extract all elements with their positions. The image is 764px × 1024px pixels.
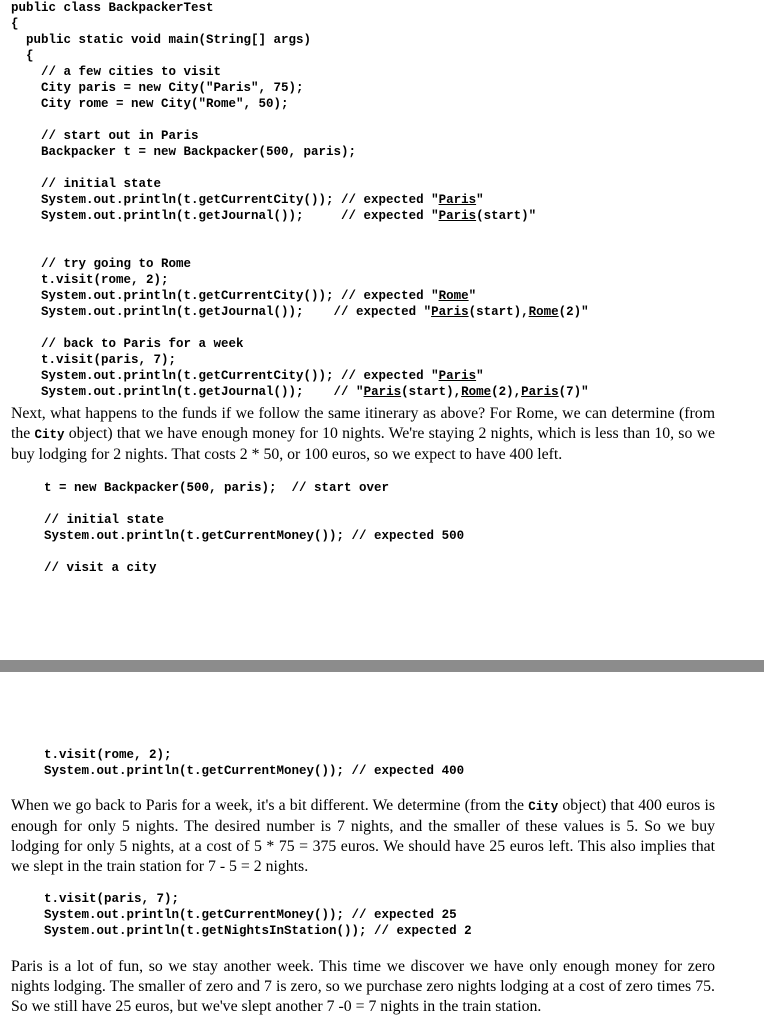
code-line: // start out in Paris — [11, 129, 199, 143]
code-line: t.visit(rome, 2); — [44, 748, 172, 762]
code-line: System.out.println(t.getCurrentMoney()); // expected 500 — [44, 529, 465, 543]
page-divider — [0, 660, 764, 672]
code-block-visit-paris — [44, 891, 472, 939]
code-line: System.out.println(t.getCurrentCity()); // expected "Paris" — [11, 369, 484, 383]
code-line: City rome = new City("Rome", 50); — [11, 97, 289, 111]
code-line: System.out.println(t.getCurrentMoney()); // expected 400 — [44, 764, 465, 778]
paragraph-paris-week: When we go back to Paris for a week, it's a bit different. We determine (from the City object) that 400 euros is enough for only 5 nights. The desired number is 7 nights, and the smaller of these values is 5. So we buy lodging for only 5 nights, at a cost of 5 * 75 = 375 euros. We should have 25 euros left. This also implies that we slept in the train station for 7 - 5 = 2 nights. — [11, 797, 715, 875]
code-block-backpacker-test — [11, 0, 589, 400]
code-line: System.out.println(t.getCurrentCity()); // expected "Paris" — [11, 193, 484, 207]
code-block-start-over — [44, 480, 464, 576]
code-line: // try going to Rome — [11, 257, 192, 271]
code-line: // visit a city — [44, 561, 157, 575]
code-line: t.visit(paris, 7); — [11, 353, 177, 367]
code-line: t.visit(rome, 2); — [11, 273, 169, 287]
code-line: // a few cities to visit — [11, 65, 222, 79]
paragraph-rome-funds: Next, what happens to the funds if we follow the same itinerary as above? For Rome, we can determine (from the City object) that we have enough money for 10 nights. We're staying 2 nights, which is less than 10, so we buy lodging for 2 nights. That costs 2 * 50, or 100 euros, so we expect to have 400 left. — [11, 405, 715, 463]
code-line: System.out.println(t.getJournal()); // expected "Paris(start)" — [11, 209, 537, 223]
code-line: System.out.println(t.getNightsInStation()); // expected 2 — [44, 924, 472, 938]
paragraph-another-week: Paris is a lot of fun, so we stay another week. This time we discover we have only enough money for zero nights lodging. The smaller of zero and 7 is zero, so we purchase zero nights lodging at a cost of zero times 75. So we still have 25 euros, but we've slept another 7 -0 = 7 nights in the train station. — [11, 958, 715, 1015]
code-line: // initial state — [44, 513, 165, 527]
code-line: t.visit(paris, 7); — [44, 892, 180, 906]
code-line: public static void main(String[] args) — [11, 33, 312, 47]
code-line: System.out.println(t.getJournal()); // "Paris(start),Rome(2),Paris(7)" — [11, 385, 589, 399]
code-line: System.out.println(t.getJournal()); // expected "Paris(start),Rome(2)" — [11, 305, 589, 319]
code-line: Backpacker t = new Backpacker(500, paris); — [11, 145, 357, 159]
code-block-visit-rome — [44, 747, 464, 779]
code-line: { — [11, 17, 19, 31]
code-line: System.out.println(t.getCurrentCity()); // expected "Rome" — [11, 289, 477, 303]
code-line: public class BackpackerTest — [11, 1, 214, 15]
code-line: City paris = new City("Paris", 75); — [11, 81, 304, 95]
code-line: System.out.println(t.getCurrentMoney()); // expected 25 — [44, 908, 457, 922]
code-line: // initial state — [11, 177, 162, 191]
code-line: { — [11, 49, 34, 63]
code-line: // back to Paris for a week — [11, 337, 244, 351]
code-line: t = new Backpacker(500, paris); // start over — [44, 481, 390, 495]
